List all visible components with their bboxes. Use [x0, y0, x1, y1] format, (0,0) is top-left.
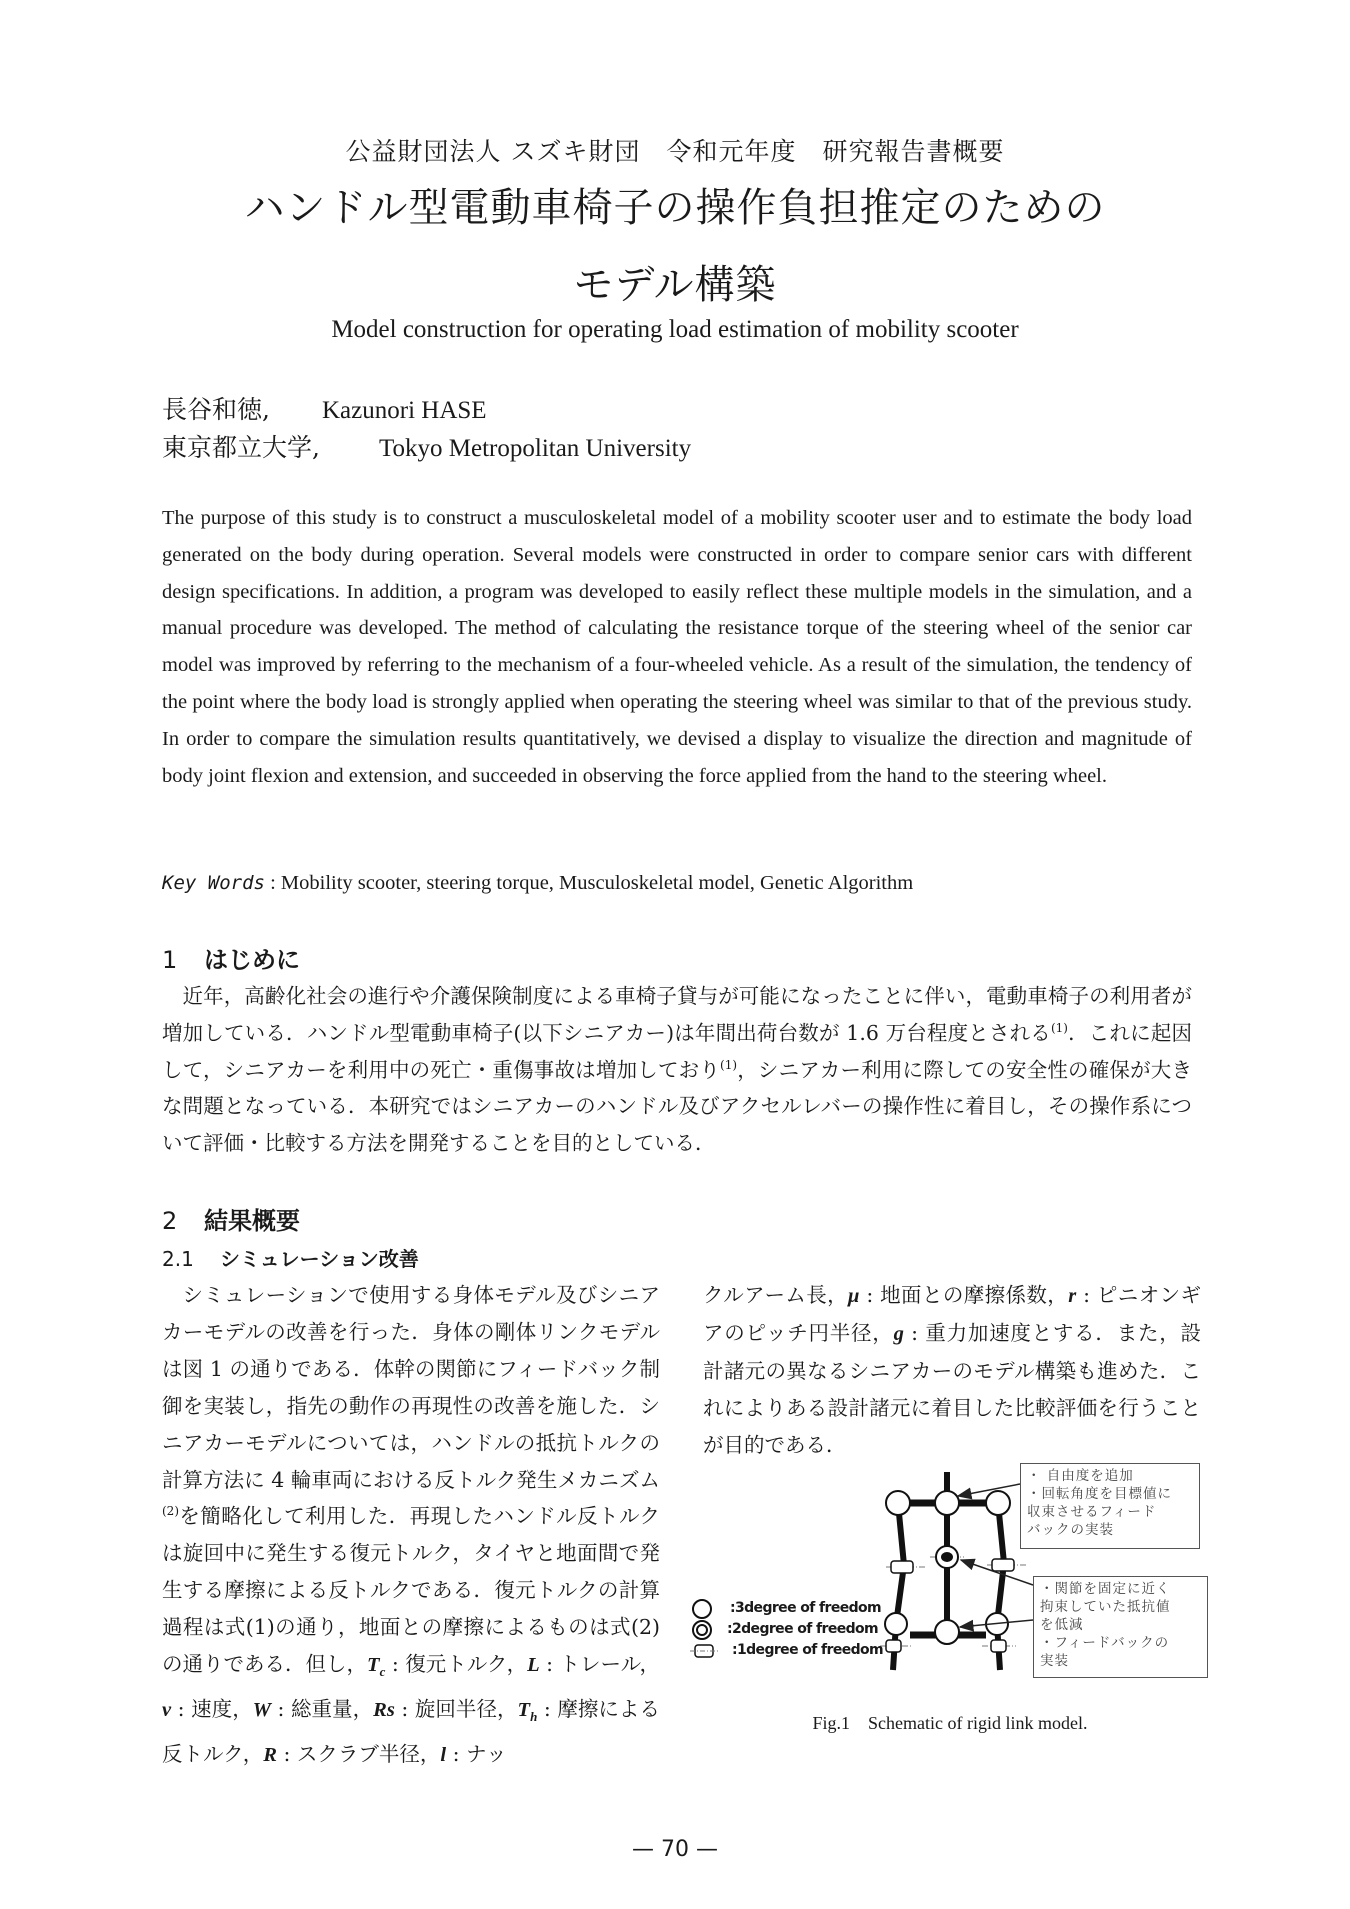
- keywords: [162, 872, 913, 895]
- text-run: : スクラブ半径，: [276, 1742, 441, 1767]
- callout-line: 実装: [1040, 1653, 1069, 1669]
- introduction-paragraph: [162, 978, 1192, 1162]
- text-run: : 総重量，: [270, 1697, 374, 1722]
- figure-rigid-link-model: [690, 1460, 1210, 1700]
- text-run: クルアーム長，: [703, 1283, 849, 1307]
- text-run: : 重力加速度とする．: [903, 1320, 1117, 1345]
- left-column-text: [162, 1277, 660, 1774]
- author-name-en: Kazunori HASE: [322, 397, 487, 424]
- symbol-Rs: Rs: [373, 1699, 395, 1722]
- section-2-heading: [162, 1201, 300, 1236]
- symbol-text: T: [367, 1654, 380, 1677]
- symbol-v: v: [162, 1699, 172, 1722]
- abstract: The purpose of this study is to construct a musculoskeletal model of a mobility scooter user and to estimate the body load generated on the body during operation. Several models were constructed in order to compare senior cars with different design specifications. In addition, a program was developed to easily reflect these multiple models in the simulation, and a manual procedure was developed. The method of calculating the resistance torque of the steering wheel of the senior car model was improved by referring to the mechanism of a four-wheeled vehicle. As a result of the simulation, the tendency of the point where the body load is strongly applied when operating the steering wheel was similar to that of the previous study. In order to compare the simulation results quantitatively, we devised a display to visualize the direction and magnitude of body joint flexion and extension, and succeeded in observing the force applied from the hand to the steering wheel.: [162, 507, 1192, 787]
- text-run: : トレール，: [539, 1652, 661, 1677]
- text-run: : 摩擦による反トルク，: [162, 1697, 660, 1767]
- joint-circle: [886, 1491, 910, 1515]
- callout-line: 収束させるフィード: [1027, 1504, 1157, 1520]
- right-column-text: [703, 1277, 1201, 1464]
- foundation-header: 公益財団法人 スズキ財団 令和元年度 研究報告書概要: [345, 137, 1005, 166]
- symbol-W: W: [252, 1699, 271, 1722]
- section-number: 2: [162, 1207, 178, 1235]
- text-run: : 速度，: [171, 1697, 253, 1722]
- symbol-L: L: [527, 1654, 540, 1677]
- legend-double-circle-icon: [693, 1621, 711, 1639]
- keywords-text: Mobility scooter, steering torque, Musculoskeletal model, Genetic Algorithm: [280, 872, 914, 894]
- page-number: — 70 —: [632, 1837, 718, 1862]
- symbol-r: r: [1068, 1285, 1077, 1307]
- affiliation-en: Tokyo Metropolitan University: [379, 435, 692, 462]
- callout-line: を低減: [1040, 1617, 1084, 1633]
- callout-line: ・フィードバックの: [1040, 1635, 1170, 1651]
- callout-line: ・ 自由度を追加: [1027, 1468, 1134, 1484]
- section-1-heading: [162, 940, 300, 975]
- legend-label-2dof: :2degree of freedom: [727, 1621, 879, 1637]
- paper-title-line-1: ハンドル型電動車椅子の操作負担推定のための: [244, 185, 1106, 231]
- citation-ref: (2): [162, 1504, 179, 1519]
- callout-line: バックの実装: [1027, 1522, 1114, 1538]
- symbol-l: l: [440, 1744, 447, 1767]
- joint-circle: [935, 1620, 959, 1644]
- section-title: 結果概要: [204, 1207, 300, 1235]
- keywords-label: Key Words: [162, 872, 265, 894]
- text-run: また，設計諸元の異なるシニアカーのモデル構築も進めた．これによりある設計諸元に着目した比較評価を行うことが目的である．: [703, 1320, 1201, 1457]
- text-run: ，シニアカー利用に際しての安全性の確保が大きな問題となっている．本研究ではシニアカーのハンドル及びアクセルレバーの操作性に着目し，その操作系について評価・比較する方法を開発することを目的としている．: [162, 1057, 1192, 1156]
- legend-circle-icon: [693, 1600, 711, 1618]
- subsection-number: 2.1: [162, 1247, 194, 1271]
- section-number: 1: [162, 946, 178, 974]
- author-line: [162, 390, 487, 426]
- callout-box-top: [1020, 1463, 1200, 1549]
- symbol-Tc: [367, 1654, 386, 1680]
- symbol-mu: μ: [848, 1285, 860, 1307]
- callout-line: ・回転角度を目標値に: [1027, 1486, 1172, 1502]
- keywords-separator: :: [264, 872, 281, 894]
- text-run: ．これに起因して，シニアカーを利用中の死亡・重傷事故は増加しており: [162, 1020, 1192, 1082]
- legend-label-1dof: :1degree of freedom: [732, 1642, 884, 1658]
- symbol-subscript: h: [530, 1709, 538, 1725]
- joint-cylinder: [992, 1559, 1014, 1571]
- affiliation-line: [162, 428, 691, 464]
- citation-ref: (1): [1050, 1020, 1068, 1035]
- joint-cylinder: [891, 1561, 913, 1573]
- author-name-jp: 長谷和徳,: [162, 395, 270, 424]
- text-run: 近年，高齢化社会の進行や介護保険制度による車椅子貸与が可能になったことに伴い，電動車椅子の利用者が増加している．ハンドル型電動車椅子(以下シニアカー)は年間出荷台数が 1.6 万台程度とされる: [162, 984, 1192, 1045]
- callout-box-bottom: [1033, 1576, 1208, 1678]
- affiliation-jp: 東京都立大学,: [162, 433, 320, 462]
- citation-ref: (1): [720, 1057, 738, 1072]
- legend-label-3dof: :3degree of freedom: [730, 1600, 882, 1616]
- paper-title-line-2: モデル構築: [573, 262, 777, 308]
- text-run: : 地面との摩擦係数，: [859, 1283, 1069, 1307]
- symbol-Th: [517, 1699, 538, 1725]
- text-run: : ナッ: [446, 1742, 507, 1767]
- text-run: を簡略化して利用した．再現したハンドル反トルクは旋回中に発生する復元トルク，タイヤと地面間で発生する摩擦による反トルクである．復元トルクの計算過程は式(1)の通り，地面との摩擦によるものは式(2)の通りである．但し，: [162, 1504, 660, 1677]
- text-run: : 旋回半径，: [394, 1697, 518, 1722]
- joint-cylinder: [991, 1640, 1006, 1652]
- text-run: : ピニオンギアのピッチ円半径，: [703, 1283, 1201, 1345]
- figure-caption: Fig.1 Schematic of rigid link model.: [812, 1713, 1088, 1733]
- joint-cylinder: [886, 1640, 901, 1652]
- section-title: はじめに: [204, 946, 300, 974]
- legend-symbols: [690, 1600, 720, 1657]
- subsection-2-1-heading: [162, 1243, 419, 1272]
- text-run: : 復元トルク，: [385, 1652, 528, 1677]
- symbol-text: T: [517, 1699, 531, 1722]
- joint-circle: [885, 1613, 907, 1635]
- callout-line: ・関節を固定に近く: [1040, 1581, 1171, 1597]
- paper-title-english: Model construction for operating load estimation of mobility scooter: [331, 316, 1019, 343]
- symbol-R: R: [263, 1744, 277, 1767]
- subsection-title: シミュレーション改善: [220, 1247, 419, 1271]
- two-dof-joint: [936, 1546, 958, 1568]
- symbol-g: g: [893, 1322, 904, 1345]
- callout-line: 拘束していた抵抗値: [1040, 1599, 1171, 1615]
- text-run: シミュレーションで使用する身体モデル及びシニアカーモデルの改善を行った．身体の剛体リンクモデルは図 1 の通りである．体幹の関節にフィードバック制御を実装し，指先の動作の再現性の改善を施した．シニアカーモデルについては，ハンドルの抵抗トルクの計算方法に 4 輪車両における反トルク発生メカニズム: [162, 1283, 660, 1492]
- joint-circle: [986, 1491, 1010, 1515]
- joint-circle: [935, 1491, 959, 1515]
- symbol-subscript: c: [379, 1664, 386, 1680]
